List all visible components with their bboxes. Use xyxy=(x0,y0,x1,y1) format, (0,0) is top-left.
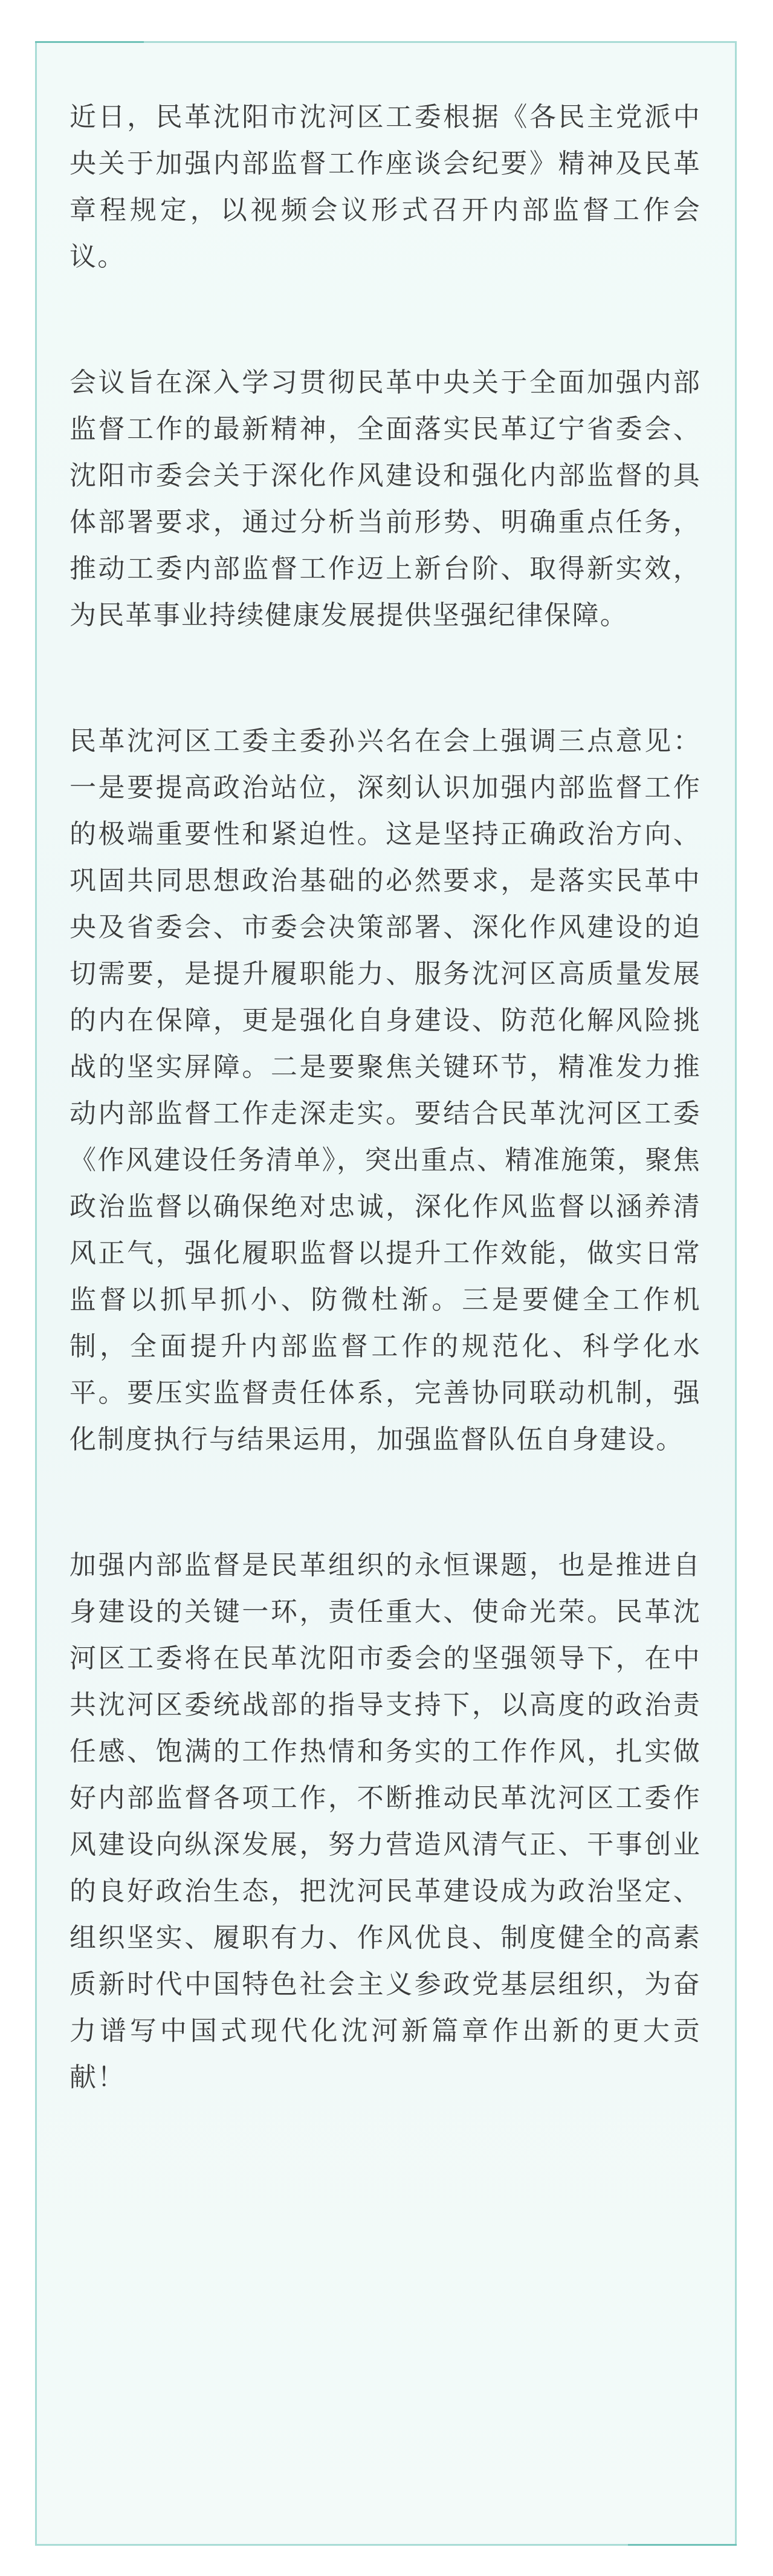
article-paragraph-intro: 近日，民革沈阳市沈河区工委根据《各民主党派中央关于加强内部监督工作座谈会纪要》精神及民革章程规定，以视频会议形式召开内部监督工作会议。 xyxy=(70,102,701,272)
article-paragraph-remarks: 民革沈河区工委主委孙兴名在会上强调三点意见：一是要提高政治站位，深刻认识加强内部监督工作的极端重要性和紧迫性。这是坚持正确政治方向、巩固共同思想政治基础的必然要求，是落实民革中央及省委会、市委会决策部署、深化作风建设的迫切需要，是提升履职能力、服务沈河区高质量发展的内在保障，更是强化自身建设、防范化解风险挑战的坚实屏障。二是要聚焦关键环节，精准发力推动内部监督工作走深走实。要结合民革沈河区工委《作风建设任务清单》，突出重点、精准施策，聚焦政治监督以确保绝对忠诚，深化作风监督以涵养清风正气，强化履职监督以提升工作效能，做实日常监督以抓早抓小、防微杜渐。三是要健全工作机制，全面提升内部监督工作的规范化、科学化水平。要压实监督责任体系，完善协同联动机制，强化制度执行与结果运用，加强监督队伍自身建设。 xyxy=(70,726,701,1455)
article-paragraph-conclusion: 加强内部监督是民革组织的永恒课题，也是推进自身建设的关键一环，责任重大、使命光荣。民革沈河区工委将在民革沈阳市委会的坚强领导下，在中共沈河区委统战部的指导支持下，以高度的政治责任感、饱满的工作热情和务实的工作作风，扎实做好内部监督各项工作，不断推动民革沈河区工委作风建设向纵深发展，努力营造风清气正、干事创业的良好政治生态，把沈河民革建设成为政治坚定、组织坚实、履职有力、作风优良、制度健全的高素质新时代中国特色社会主义参政党基层组织，为奋力谱写中国式现代化沈河新篇章作出新的更大贡献！ xyxy=(70,1550,701,2093)
article-body xyxy=(70,94,701,2101)
article-paragraph-purpose: 会议旨在深入学习贯彻民革中央关于全面加强内部监督工作的最新精神，全面落实民革辽宁省委会、沈阳市委会关于深化作风建设和强化内部监督的具体部署要求，通过分析当前形势、明确重点任务，推动工委内部监督工作迈上新台阶、取得新实效，为民革事业持续健康发展提供坚强纪律保障。 xyxy=(70,367,701,631)
article-frame xyxy=(35,41,737,2546)
